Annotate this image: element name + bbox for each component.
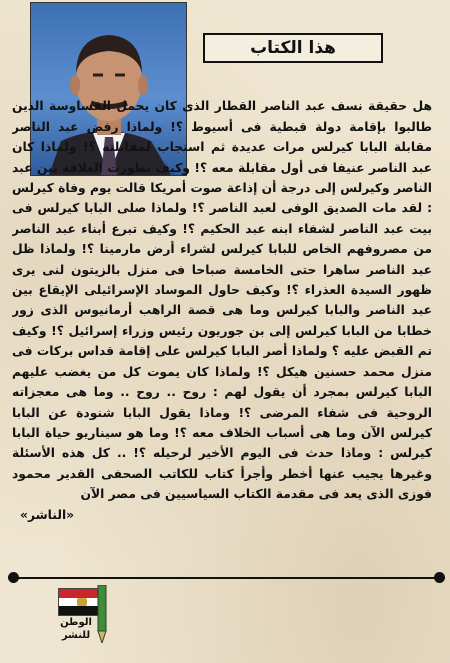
divider-rule: [14, 577, 442, 579]
divider-dot-right: [434, 572, 445, 583]
section-title: هذا الكتاب: [250, 38, 336, 58]
book-description: [12, 76, 432, 576]
description-paragraph: هل حقيقة نسف عبد الناصر القطار الذى كان يحمل القساوسة الذين طالبوا بإقامة دولة قبطية فى أسيوط ؟! ولماذا رفض عبد الناصر مقابلة البابا كيرلس مرات عديدة ثم استجاب لمقابلته ؟! ولماذا كان عبد الناصر عنيفا فى أول مقابلة معه ؟! وكيف تطورت العلاقة بين عبد الناصر وكيرلس إلى درجة أن إذاعة صوت أمريكا قالت يوم وفاة كيرلس : لقد مات الصديق الوفى لعبد الناصر ؟! ولماذا صلى البابا كيرلس فى بيت عبد الناصر لشفاء ابنه عبد الحكيم ؟! وكيف تبرع أبناء عبد الناصر من مصروفهم الخاص للبابا كيرلس لشراء أرض مارمينا ؟! ولماذا ظل عبد الناصر ساهرا حتى الخامسة صباحا فى منزل بالزيتون لنى يرى ظهور السيدة العذراء ؟! وكيف حاول الموساد الإسرائيلى الإيقاع بين عبد الناصر والبابا كيرلس وما هى قصة الراهب أرمانيوس الذى زور خطابا من البابا كيرلس إلى بن جوريون رئيس وزراء إسرائيل ؟! وكيف تم القبض عليه ؟ ولماذا أصر البابا كيرلس على إقامة قداس بركات فى منزل محمد حسنين هيكل ؟! ولماذا كان يموت كل من يغضب عليهم البابا كيرلس بمجرد أن يقول لهم : روح .. روح .. وما هى معجزاته الروحية فى شفاء المرضى ؟! وماذا يقول البابا شنودة عن البابا كيرلس الآن وما هى أسباب الخلاف معه ؟! وما هو سيناريو حياة البابا كيرلس : وماذا حدث فى اليوم الأخير لرحيله ؟! .. كل هذه الأسئلة وغيرها يجيب عنها أخطر وأجرأ كتاب للكاتب الصحفى القدير محمود فوزى الذى يعد فى مقدمة الكتاب السياسيين فى مصر الآن: [12, 99, 432, 502]
publisher-signature: «الناشر»: [20, 507, 75, 522]
publisher-logo-text: الوطن للنشر: [60, 617, 92, 641]
section-title-box: [203, 33, 383, 63]
eagle-emblem-icon: [77, 598, 87, 606]
